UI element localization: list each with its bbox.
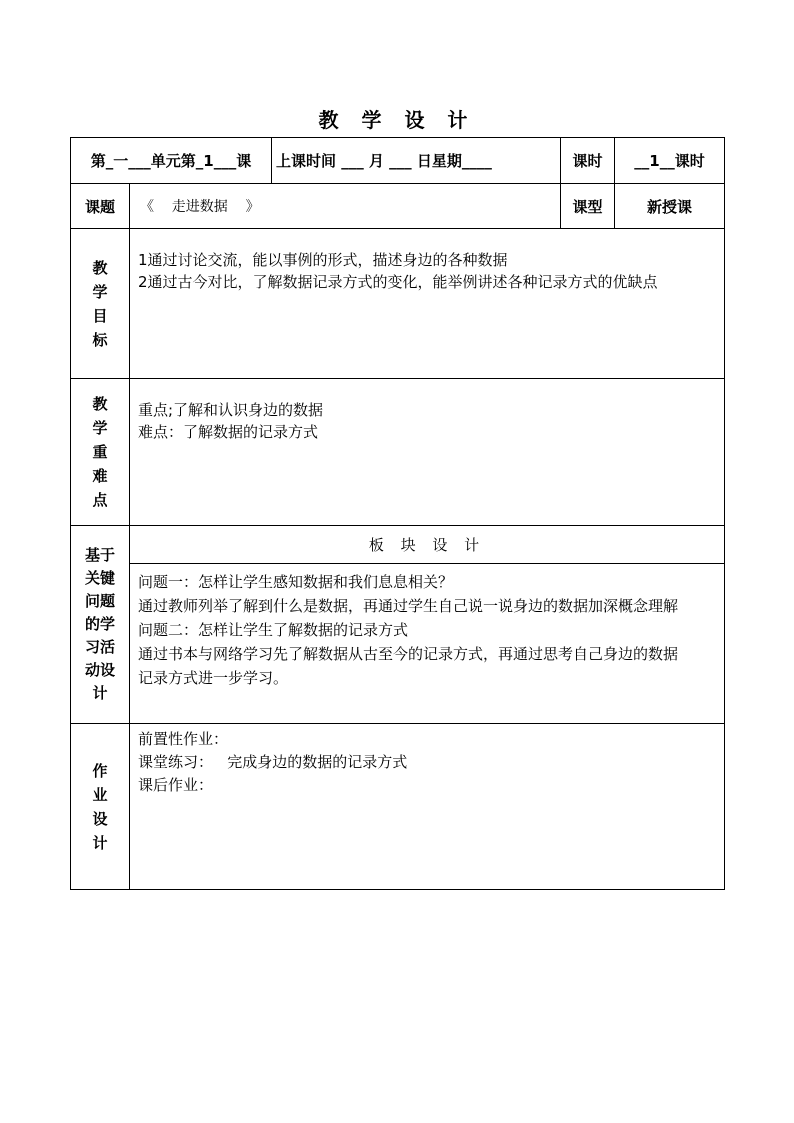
board-heading-row (71, 526, 725, 564)
activity-line: 问题一：怎样让学生感知数据和我们息息相关？ (138, 573, 454, 591)
activities-label: 基于 关键 问题 的学 习活 动设 计 (71, 526, 130, 724)
objectives-row (71, 229, 725, 379)
objective-line: 2通过古今对比，了解数据记录方式的变化，能举例讲述各种记录方式的优缺点 (138, 273, 658, 291)
board-design-heading: 板 块 设 计 (130, 526, 725, 564)
key-points-content (130, 379, 725, 526)
homework-label: 作 业 设 计 (71, 724, 130, 890)
activity-line: 问题二：怎样让学生了解数据的记录方式 (138, 621, 409, 639)
key-point-line: 难点：了解数据的记录方式 (138, 423, 319, 441)
homework-line: 前置性作业： (138, 730, 229, 748)
document-title: 教 学 设 计 (318, 108, 476, 132)
class-time-cell: 上课时间 ___ 月 ___ 日星期____ (272, 138, 561, 184)
topic-row (71, 184, 725, 229)
key-points-row (71, 379, 725, 526)
lesson-type-label: 课型 (561, 184, 615, 229)
hours-value: __1__课时 (615, 138, 725, 184)
hours-label: 课时 (561, 138, 615, 184)
homework-line: 课后作业： (138, 776, 214, 794)
topic-value: 《 走进数据 》 (130, 184, 561, 229)
lesson-plan-table (70, 137, 725, 890)
topic-label: 课题 (71, 184, 130, 229)
activities-row (71, 564, 725, 724)
key-points-label: 教 学 重 难 点 (71, 379, 130, 526)
unit-lesson-cell: 第_一___单元第_1___课 (71, 138, 272, 184)
homework-row (71, 724, 725, 890)
key-point-line: 重点;了解和认识身边的数据 (138, 401, 324, 419)
objective-line: 1通过讨论交流，能以事例的形式，描述身边的各种数据 (138, 251, 508, 269)
lesson-type-value: 新授课 (615, 184, 725, 229)
activities-content (130, 564, 725, 724)
objectives-content (130, 229, 725, 379)
activity-line: 记录方式进一步学习。 (138, 669, 289, 687)
objectives-label: 教 学 目 标 (71, 229, 130, 379)
homework-line: 课堂练习： 完成身边的数据的记录方式 (138, 753, 408, 771)
activity-line: 通过书本与网络学习先了解数据从古至今的记录方式，再通过思考自己身边的数据 (138, 645, 679, 663)
header-row (71, 138, 725, 184)
activity-line: 通过教师列举了解到什么是数据，再通过学生自己说一说身边的数据加深概念理解 (138, 597, 679, 615)
homework-content (130, 724, 725, 890)
